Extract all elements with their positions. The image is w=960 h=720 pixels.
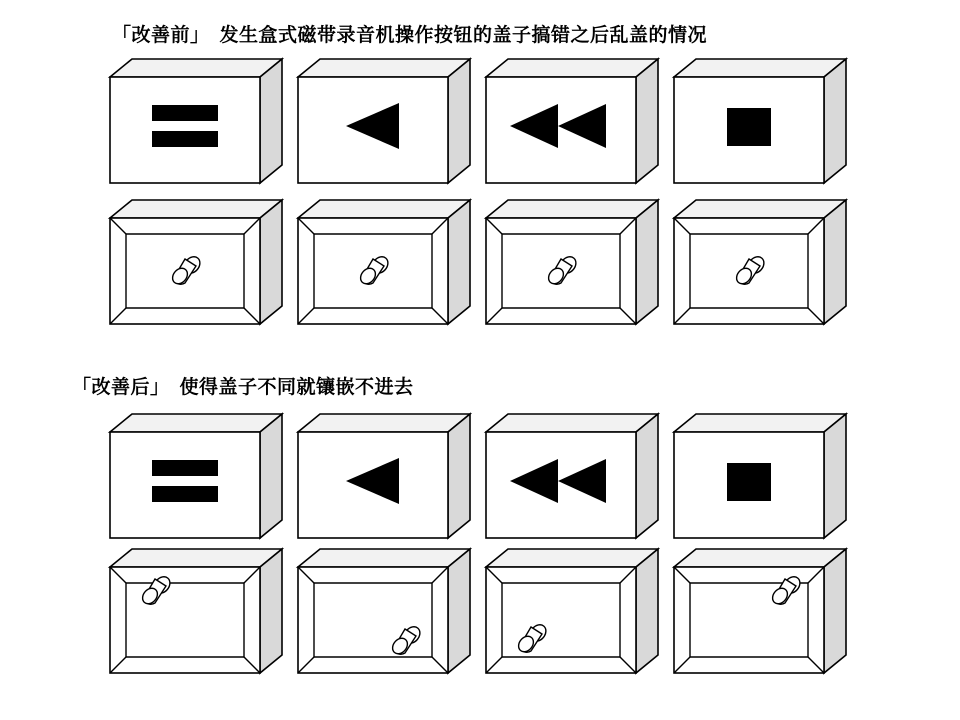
- base-before-1: [106, 196, 284, 329]
- lid-before-2: [294, 55, 472, 188]
- lid-after-2: [294, 410, 472, 543]
- caption-after-bracket: 「改善后」: [72, 377, 170, 398]
- base-before-3: [482, 196, 660, 329]
- lid-after-1: [106, 410, 284, 543]
- caption-before-text: 发生盒式磁带录音机操作按钮的盖子搞错之后乱盖的情况: [219, 25, 708, 46]
- lid-after-3: [482, 410, 660, 543]
- lid-before-1: [106, 55, 284, 188]
- base-after-3: [482, 545, 660, 678]
- caption-after-text: 使得盖子不同就镶嵌不进去: [179, 377, 414, 398]
- base-before-2: [294, 196, 472, 329]
- caption-before: [112, 20, 707, 47]
- stop-icon: [727, 463, 771, 501]
- base-before-4: [670, 196, 848, 329]
- lid-before-4: [670, 55, 848, 188]
- base-after-2: [294, 545, 472, 678]
- caption-before-bracket: 「改善前」: [112, 25, 210, 46]
- base-after-1: [106, 545, 284, 678]
- lid-after-4: [670, 410, 848, 543]
- stop-icon: [727, 108, 771, 146]
- caption-after: [72, 372, 414, 399]
- lid-before-3: [482, 55, 660, 188]
- base-after-4: [670, 545, 848, 678]
